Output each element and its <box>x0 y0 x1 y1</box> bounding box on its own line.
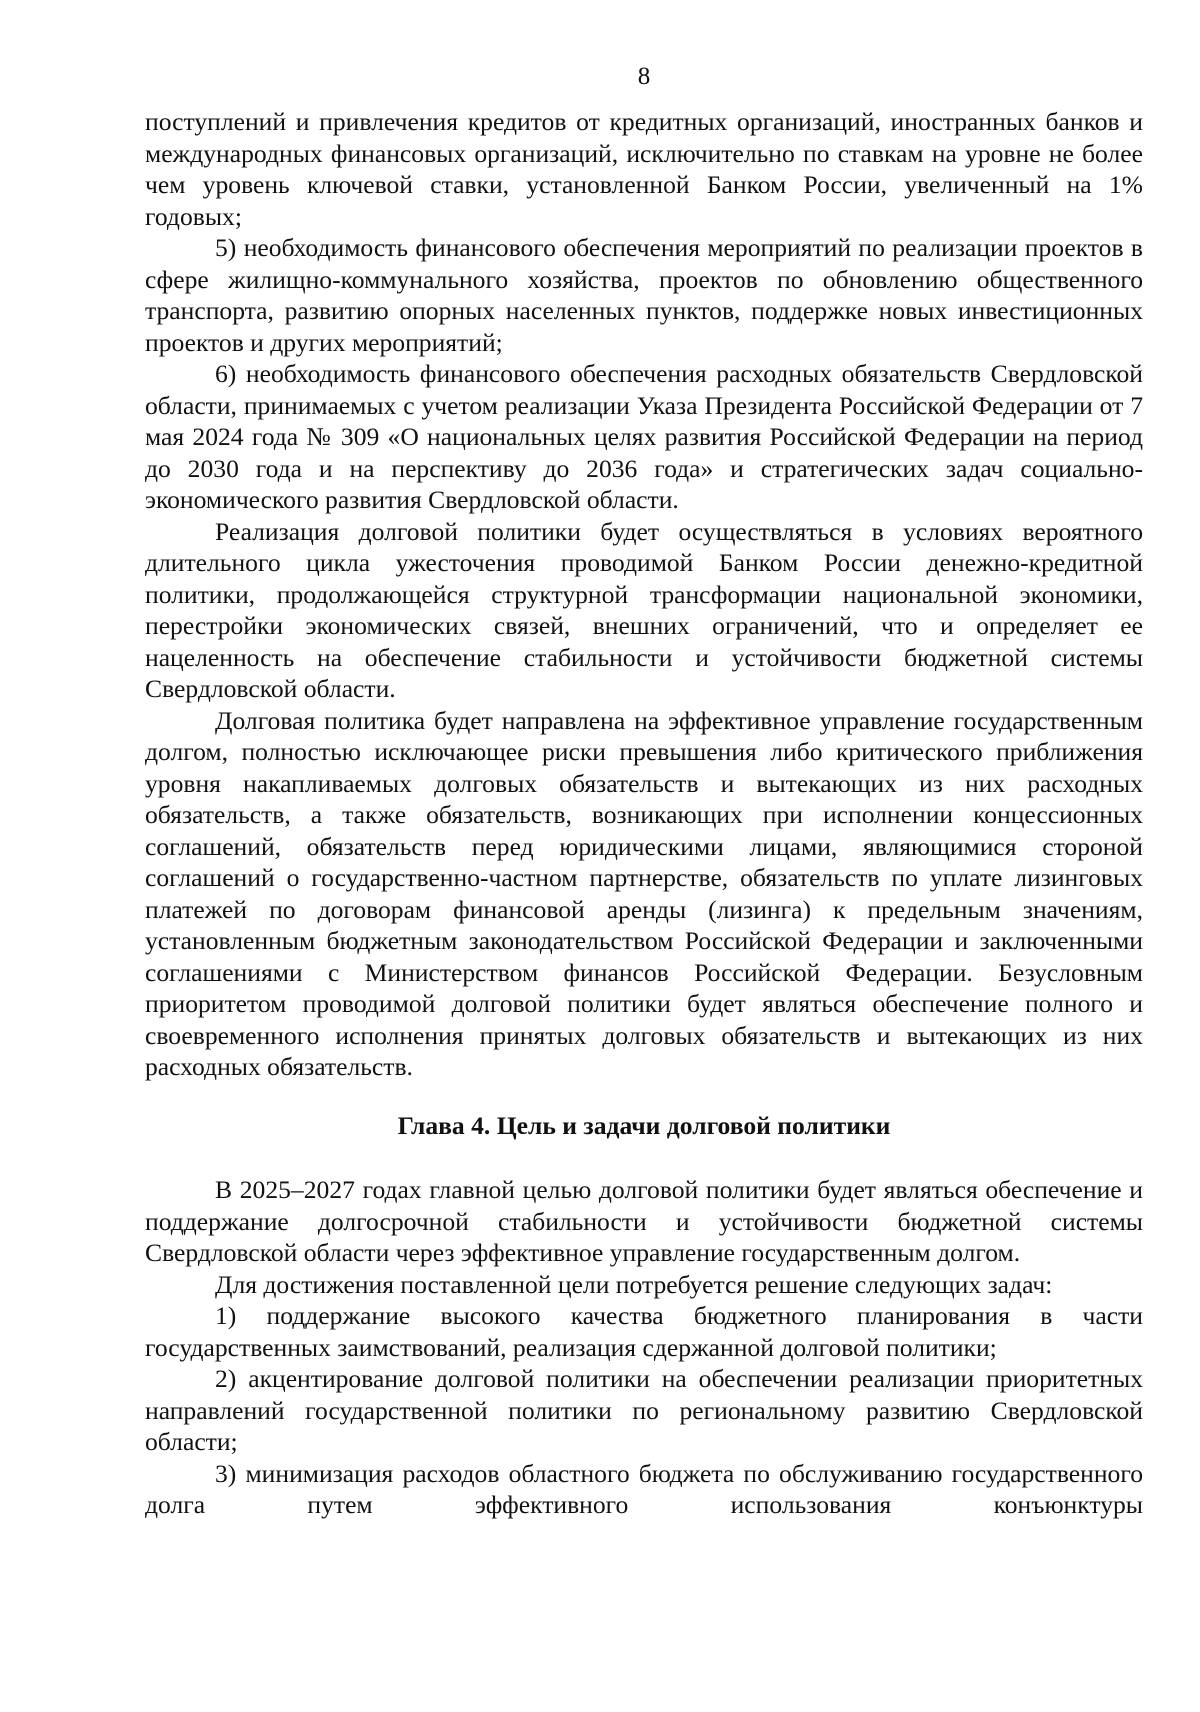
paragraph-item-5: 5) необходимость финансового обеспечения мероприятий по реализации проектов в сфере жилищно-коммунального хозяйства, проектов по обновлению общественного транспорта, развитию опорных населенных пунктов, поддержке новых инвестиционных проектов и других мероприятий; <box>145 233 1143 357</box>
paragraph-task-2: 2) акцентирование долговой политики на обеспечении реализации приоритетных направлений государственной политики по региональному развитию Свердловской области; <box>145 1364 1143 1456</box>
paragraph-tasks-intro: Для достижения поставленной цели потребуется решение следующих задач: <box>215 1269 1053 1299</box>
paragraph-item-6: 6) необходимость финансового обеспечения расходных обязательств Свердловской области, принимаемых с учетом реализации Указа Президента Российской Федерации от 7 мая 2024 года № 309 «О национальных целях развития Российской Федерации на период до 2030 года и на перспективу до 2036 года» и стратегических задач социально-экономического развития Свердловской области. <box>145 359 1143 514</box>
paragraph-implementation: Реализация долговой политики будет осуществляться в условиях вероятного длительного цикла ужесточения проводимой Банком России денежно-кредитной политики, продолжающейся структурной трансформации национальной экономики, перестройки экономических связей, внешних ограничений, что и определяет ее нацеленность на обеспечение стабильности и устойчивости бюджетной системы Свердловской области. <box>145 516 1143 703</box>
chapter-heading: Глава 4. Цель и задачи долговой политики <box>397 1110 891 1140</box>
paragraph-task-3: 3) минимизация расходов областного бюджета по обслуживанию государственного долга путем эффективного использования конъюнктуры <box>145 1458 1143 1519</box>
paragraph-continuation: поступлений и привлечения кредитов от кредитных организаций, иностранных банков и международных финансовых организаций, исключительно по ставкам на уровне не более чем уровень ключевой ставки, установленной Банком России, увеличенный на 1% годовых; <box>145 107 1143 231</box>
page-number: 8 <box>637 63 651 90</box>
paragraph-debt-policy: Долговая политика будет направлена на эффективное управление государственным долгом, полностью исключающее риски превышения либо критического приближения уровня накапливаемых долговых обязательств и вытекающих из них расходных обязательств, а также обязательств, возникающих при исполнении концессионных соглашений, обязательств перед юридическими лицами, являющимися стороной соглашений о государственно-частном партнерстве, обязательств по уплате лизинговых платежей по договорам финансовой аренды (лизинга) к предельным значениям, установленным бюджетным законодательством Российской Федерации и заключенными соглашениями с Министерством финансов Российской Федерации. Безусловным приоритетом проводимой долговой политики будет являться обеспечение полного и своевременного исполнения принятых долговых обязательств и вытекающих из них расходных обязательств. <box>145 705 1143 1081</box>
document-page <box>145 62 1143 1521</box>
paragraph-goal: В 2025–2027 годах главной целью долговой политики будет являться обеспечение и поддержание долгосрочной стабильности и устойчивости бюджетной системы Свердловской области через эффективное управление государственным долгом. <box>145 1175 1143 1267</box>
paragraph-task-1: 1) поддержание высокого качества бюджетного планирования в части государственных заимствований, реализация сдержанной долговой политики; <box>145 1301 1143 1362</box>
